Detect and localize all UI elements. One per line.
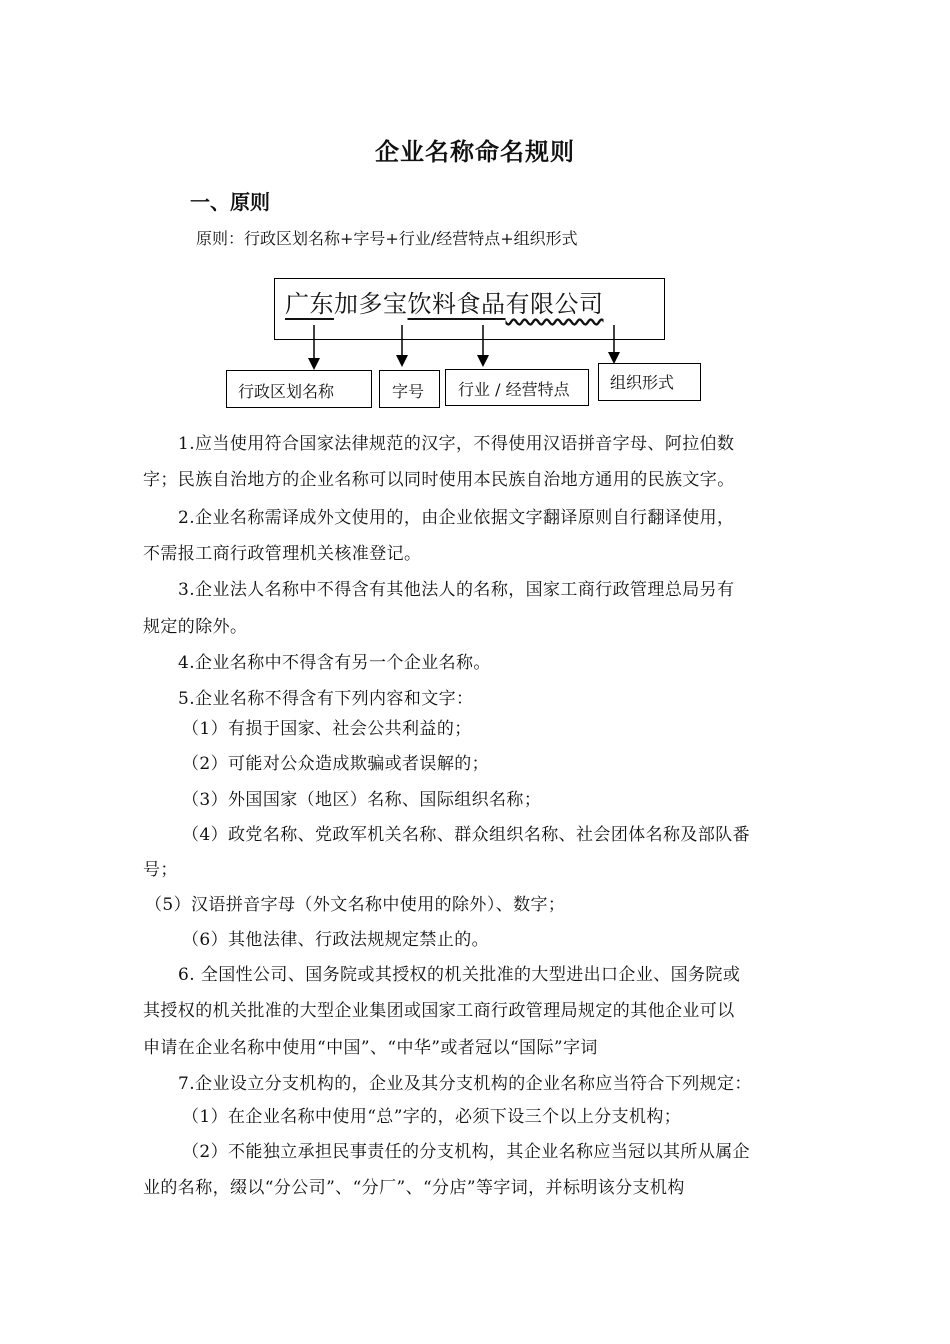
body-line: 不需报工商行政管理机关核准登记。	[143, 544, 422, 564]
body-line: 申请在企业名称中使用“中国”、“中华”或者冠以“国际”字词	[143, 1038, 598, 1058]
body-line: 其授权的机关批准的大型企业集团或国家工商行政管理局规定的其他企业可以	[143, 1001, 735, 1021]
body-line: 号；	[143, 860, 178, 880]
body-line: 2.企业名称需译成外文使用的，由企业依据文字翻译原则自行翻译使用，	[178, 508, 735, 528]
label-trade-name: 字号	[392, 382, 425, 401]
trade-name-part: 加多宝	[334, 290, 408, 318]
body-line: （1）有损于国家、社会公共利益的；	[182, 719, 472, 739]
label-box-industry	[445, 369, 589, 406]
body-line: 6. 全国性公司、国务院或其授权的机关批准的大型进出口企业、国务院或	[178, 965, 741, 985]
body-line: 3.企业法人名称中不得含有其他法人的名称，国家工商行政管理总局另有	[178, 580, 735, 600]
body-line: 5.企业名称不得含有下列内容和文字：	[178, 689, 474, 709]
body-line: 字；民族自治地方的企业名称可以同时使用本民族自治地方通用的民族文字。	[143, 470, 735, 490]
arrows-svg	[0, 0, 950, 420]
body-line: （2）可能对公众造成欺骗或者误解的；	[182, 754, 490, 774]
body-line: （1）在企业名称中使用“总”字的，必须下设三个以上分支机构；	[182, 1107, 682, 1127]
body-line: 1.应当使用符合国家法律规范的汉字，不得使用汉语拼音字母、阿拉伯数	[178, 434, 735, 454]
body-line: 7.企业设立分支机构的，企业及其分支机构的企业名称应当符合下列规定：	[178, 1074, 752, 1094]
body-line: （6）其他法律、行政法规规定禁止的。	[182, 930, 490, 950]
label-box-trade-name	[379, 370, 440, 408]
label-region: 行政区划名称	[238, 382, 335, 401]
body-line: （5）汉语拼音字母（外文名称中使用的除外）、数字；	[145, 895, 566, 915]
industry-part: 饮料食品	[407, 290, 506, 318]
label-organization: 组织形式	[610, 373, 675, 392]
body-line: （3）外国国家（地区）名称、国际组织名称；	[182, 790, 542, 810]
body-line: （2）不能独立承担民事责任的分支机构，其企业名称应当冠以其所从属企	[182, 1142, 751, 1162]
label-industry: 行业 / 经营特点	[458, 380, 570, 399]
body-line: 规定的除外。	[143, 617, 248, 637]
principle-line: 原则：行政区划名称+字号+行业/经营特点+组织形式	[196, 229, 578, 248]
organization-form-part: 有限公司	[505, 290, 604, 318]
section-heading: 一、原则	[190, 190, 270, 214]
region-part: 广东	[285, 290, 334, 318]
body-line: （4）政党名称、党政军机关名称、群众组织名称、社会团体名称及部队番	[182, 825, 751, 845]
label-box-region	[226, 370, 372, 408]
body-line: 4.企业名称中不得含有另一个企业名称。	[178, 653, 491, 673]
document-title: 企业名称命名规则	[375, 137, 575, 166]
label-box-organization	[598, 363, 701, 401]
body-line: 业的名称，缀以“分公司”、“分厂”、“分店”等字词，并标明该分支机构	[143, 1178, 685, 1198]
